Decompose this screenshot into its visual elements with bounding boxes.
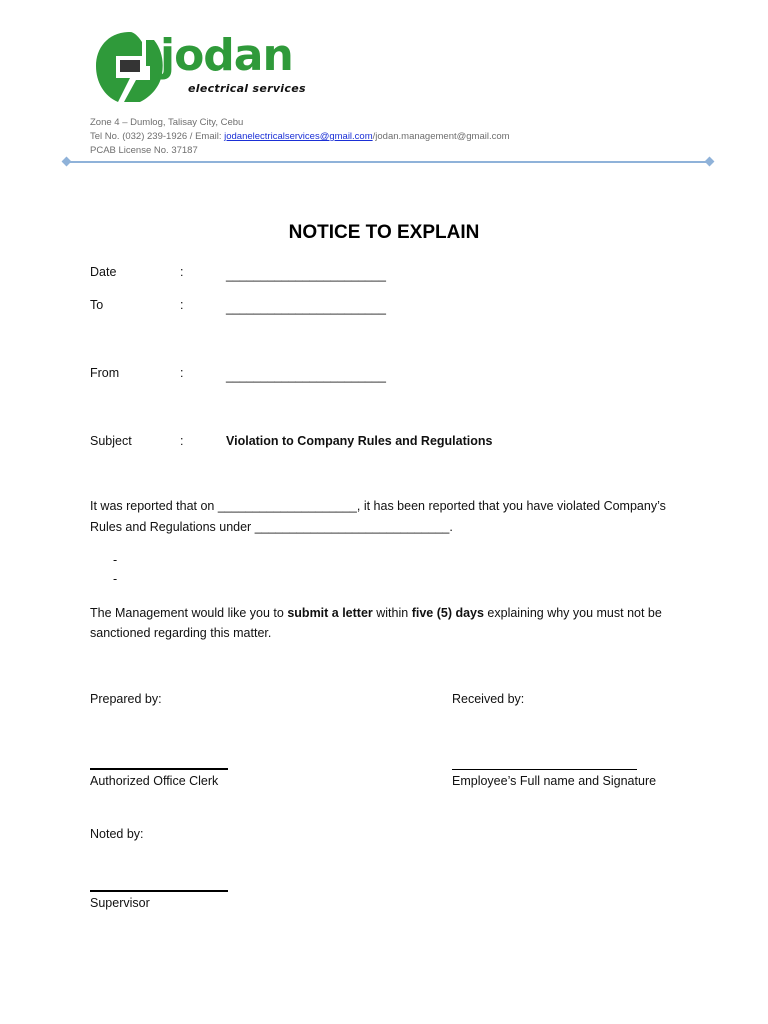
- field-colon: :: [180, 434, 184, 448]
- instruction-paragraph-line2: sanctioned regarding this matter.: [90, 626, 272, 640]
- received-signature-line[interactable]: [452, 769, 637, 770]
- field-value-subject: Violation to Company Rules and Regulations: [226, 434, 493, 448]
- prepared-role: Authorized Office Clerk: [90, 774, 219, 788]
- report-paragraph-line2: Rules and Regulations under ____________________________.: [90, 520, 453, 534]
- prepared-signature-line[interactable]: [90, 768, 228, 770]
- instruction-text: The Management would like you to: [90, 606, 288, 620]
- field-colon: :: [180, 366, 184, 380]
- field-label-subject: Subject: [90, 434, 132, 448]
- license-number: PCAB License No. 37187: [90, 145, 198, 156]
- instruction-emphasis-days: five (5) days: [411, 606, 484, 620]
- header-divider: [66, 161, 710, 163]
- prepared-by-label: Prepared by:: [90, 692, 162, 706]
- list-item: -: [113, 572, 118, 586]
- instruction-paragraph-line1: [90, 606, 662, 620]
- field-value-to[interactable]: _______________________: [226, 301, 386, 315]
- company-contact: [90, 130, 510, 144]
- divider-left-diamond: [62, 157, 72, 167]
- field-value-from[interactable]: _______________________: [226, 369, 386, 383]
- instruction-text: explaining why you must not be: [483, 606, 662, 620]
- instruction-emphasis-letter: submit a letter: [287, 606, 373, 620]
- field-label-to: To: [90, 298, 104, 312]
- field-colon: :: [180, 265, 184, 279]
- email-link[interactable]: jodanelectricalservices@gmail.com: [224, 131, 373, 142]
- report-paragraph-line1: It was reported that on ____________________, it has been reported that you have violated Company’s: [90, 499, 666, 513]
- company-logo-tagline: electrical services: [188, 82, 306, 95]
- noted-signature-line[interactable]: [90, 890, 228, 892]
- noted-by-label: Noted by:: [90, 827, 144, 841]
- instruction-text: within: [372, 606, 412, 620]
- company-logo-name: jodan: [160, 30, 293, 81]
- list-item: -: [113, 553, 118, 567]
- field-value-date[interactable]: _______________________: [226, 268, 386, 282]
- noted-role: Supervisor: [90, 896, 150, 910]
- received-by-label: Received by:: [452, 692, 525, 706]
- email-secondary: /jodan.management@gmail.com: [372, 131, 510, 142]
- tel-text: Tel No. (032) 239-1926 / Email:: [90, 131, 225, 142]
- field-colon: :: [180, 298, 184, 312]
- received-role: Employee’s Full name and Signature: [452, 774, 657, 788]
- divider-right-diamond: [705, 157, 715, 167]
- field-label-date: Date: [90, 265, 117, 279]
- field-label-from: From: [90, 366, 120, 380]
- company-address: Zone 4 – Dumlog, Talisay City, Cebu: [90, 117, 244, 128]
- document-title: NOTICE TO EXPLAIN: [288, 222, 480, 243]
